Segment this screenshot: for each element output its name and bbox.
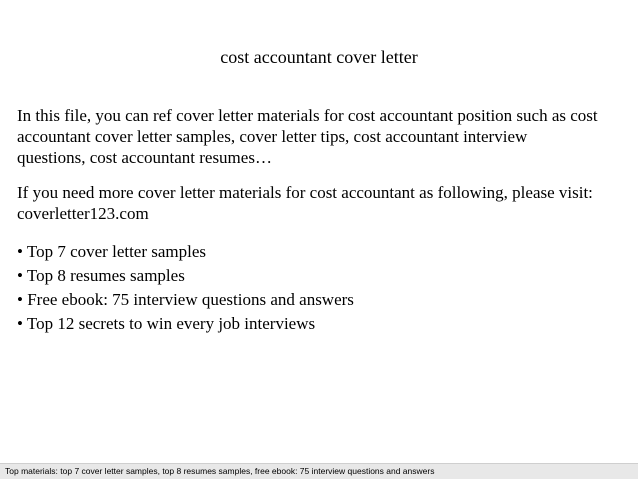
list-item: • Free ebook: 75 interview questions and answers [17,290,354,309]
intro-line: accountant cover letter samples, cover letter tips, cost accountant interview [17,127,528,146]
visit-paragraph [17,182,627,224]
visit-line: If you need more cover letter materials for cost accountant as following, please visit: [17,183,593,202]
list-item: • Top 7 cover letter samples [17,242,207,261]
materials-list [17,240,354,336]
page-title: cost accountant cover letter [220,47,418,67]
intro-line: questions, cost accountant resumes… [17,148,272,167]
footer-text: Top materials: top 7 cover letter samples, top 8 resumes samples, free ebook: 75 interview questions and answers [5,466,435,476]
list-item: • Top 8 resumes samples [17,266,185,285]
intro-paragraph [17,105,627,168]
intro-line: In this file, you can ref cover letter materials for cost accountant position such as cost [17,106,598,125]
list-item: • Top 12 secrets to win every job interviews [17,314,316,333]
footer-bar [0,463,638,479]
website-link[interactable]: coverletter123.com [17,204,149,223]
